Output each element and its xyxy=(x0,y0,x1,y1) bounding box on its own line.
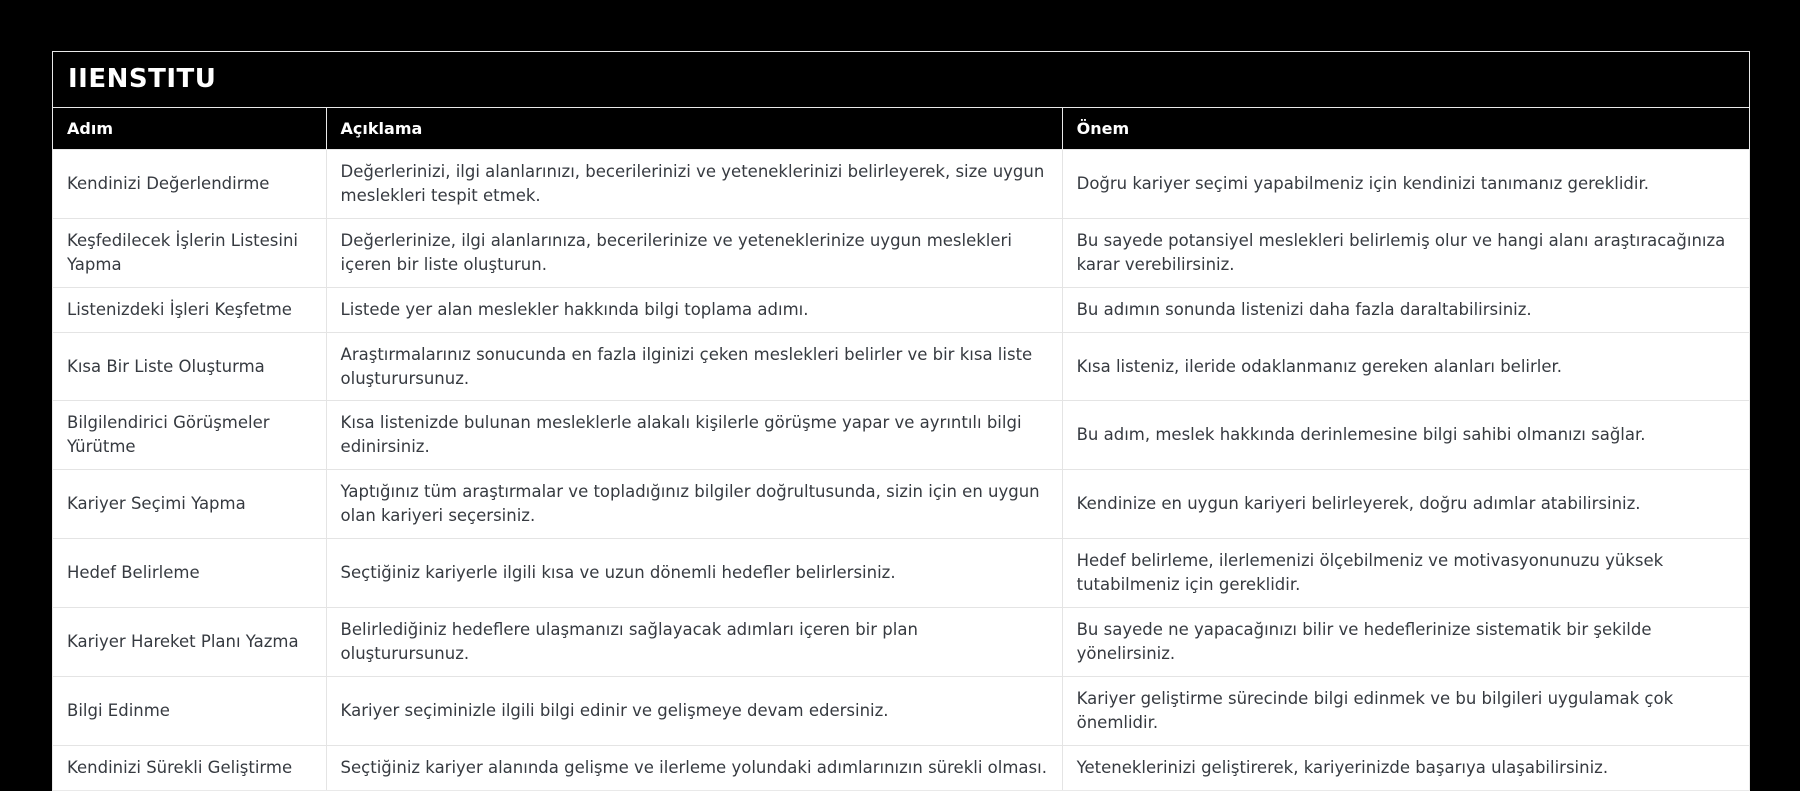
table-row xyxy=(53,745,1749,789)
cell-adim: Hedef Belirleme xyxy=(53,539,326,608)
table-row xyxy=(53,401,1749,470)
table-row xyxy=(53,287,1749,332)
cell-aciklama: Değerlerinizi, ilgi alanlarınızı, becerilerinizi ve yeteneklerinizi belirleyerek, size uygun meslekleri tespit etmek. xyxy=(326,150,1062,219)
cell-onem: Kariyer geliştirme sürecinde bilgi edinmek ve bu bilgileri uygulamak çok önemlidir. xyxy=(1062,676,1749,745)
cell-adim: Kendinizi Sürekli Geliştirme xyxy=(53,745,326,789)
cell-aciklama: Yaptığınız tüm araştırmalar ve topladığınız bilgiler doğrultusunda, sizin için en uygun olan kariyeri seçersiniz. xyxy=(326,470,1062,539)
cell-aciklama: Seçtiğiniz kariyerle ilgili kısa ve uzun dönemli hedefler belirlersiniz. xyxy=(326,539,1062,608)
cell-adim: Kısa Bir Liste Oluşturma xyxy=(53,332,326,401)
cell-adim: Bilgi Edinme xyxy=(53,676,326,745)
cell-onem: Yeteneklerinizi geliştirerek, kariyerinizde başarıya ulaşabilirsiniz. xyxy=(1062,745,1749,789)
cell-onem: Hedef belirleme, ilerlemenizi ölçebilmeniz ve motivasyonunuzu yüksek tutabilmeniz için gereklidir. xyxy=(1062,539,1749,608)
cell-adim: Kariyer Seçimi Yapma xyxy=(53,470,326,539)
table-body xyxy=(53,150,1749,790)
cell-adim: Keşfedilecek İşlerin Listesini Yapma xyxy=(53,218,326,287)
cell-onem: Bu adım, meslek hakkında derinlemesine bilgi sahibi olmanızı sağlar. xyxy=(1062,401,1749,470)
cell-onem: Kısa listeniz, ileride odaklanmanız gereken alanları belirler. xyxy=(1062,332,1749,401)
cell-aciklama: Araştırmalarınız sonucunda en fazla ilginizi çeken meslekleri belirler ve bir kısa liste oluşturursunuz. xyxy=(326,332,1062,401)
table-row xyxy=(53,470,1749,539)
table-row xyxy=(53,150,1749,219)
cell-aciklama: Seçtiğiniz kariyer alanında gelişme ve ilerleme yolundaki adımlarınızın sürekli olması. xyxy=(326,745,1062,789)
cell-onem: Bu sayede potansiyel meslekleri belirlemiş olur ve hangi alanı araştıracağınıza karar verebilirsiniz. xyxy=(1062,218,1749,287)
cell-onem: Bu sayede ne yapacağınızı bilir ve hedeflerinize sistematik bir şekilde yönelirsiniz. xyxy=(1062,607,1749,676)
cell-aciklama: Belirlediğiniz hedeflere ulaşmanızı sağlayacak adımları içeren bir plan oluşturursunuz. xyxy=(326,607,1062,676)
cell-adim: Listenizdeki İşleri Keşfetme xyxy=(53,287,326,332)
cell-aciklama: Kısa listenizde bulunan mesleklerle alakalı kişilerle görüşme yapar ve ayrıntılı bilgi edinirsiniz. xyxy=(326,401,1062,470)
cell-adim: Kendinizi Değerlendirme xyxy=(53,150,326,219)
column-header-adim: Adım xyxy=(53,108,326,150)
cell-adim: Bilgilendirici Görüşmeler Yürütme xyxy=(53,401,326,470)
career-steps-table-container xyxy=(52,51,1750,791)
cell-aciklama: Kariyer seçiminizle ilgili bilgi edinir ve gelişmeye devam edersiniz. xyxy=(326,676,1062,745)
table-row xyxy=(53,607,1749,676)
page-title: IIENSTITU xyxy=(53,52,1749,108)
table-row xyxy=(53,539,1749,608)
cell-aciklama: Değerlerinize, ilgi alanlarınıza, becerilerinize ve yeteneklerinize uygun meslekleri içeren bir liste oluşturun. xyxy=(326,218,1062,287)
column-header-aciklama: Açıklama xyxy=(326,108,1062,150)
table-row xyxy=(53,332,1749,401)
cell-adim: Kariyer Hareket Planı Yazma xyxy=(53,607,326,676)
cell-onem: Bu adımın sonunda listenizi daha fazla daraltabilirsiniz. xyxy=(1062,287,1749,332)
table-row xyxy=(53,218,1749,287)
cell-onem: Kendinize en uygun kariyeri belirleyerek, doğru adımlar atabilirsiniz. xyxy=(1062,470,1749,539)
column-header-onem: Önem xyxy=(1062,108,1749,150)
cell-onem: Doğru kariyer seçimi yapabilmeniz için kendinizi tanımanız gereklidir. xyxy=(1062,150,1749,219)
table-row xyxy=(53,676,1749,745)
cell-aciklama: Listede yer alan meslekler hakkında bilgi toplama adımı. xyxy=(326,287,1062,332)
career-steps-table xyxy=(53,108,1749,790)
table-header-row xyxy=(53,108,1749,150)
